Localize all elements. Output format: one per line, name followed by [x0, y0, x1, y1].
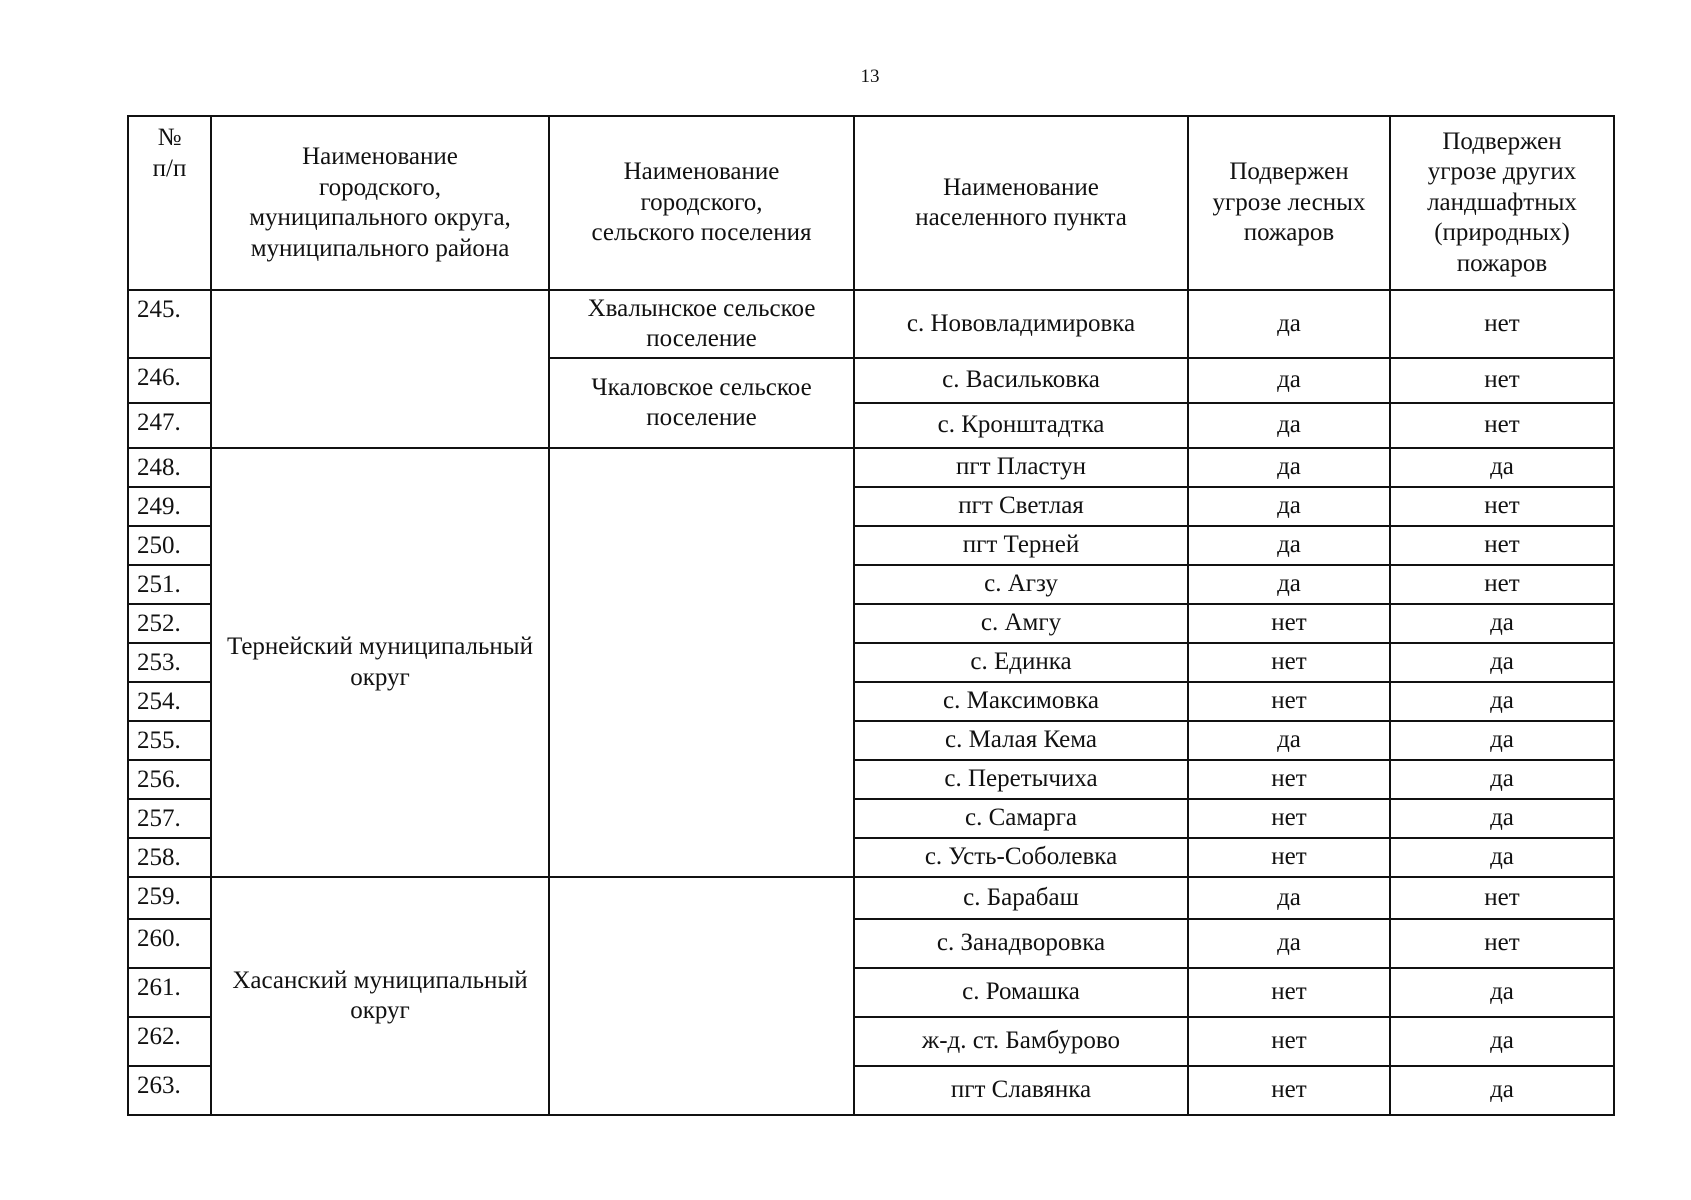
- locality-cell: с. Барабаш: [854, 877, 1188, 919]
- locality-cell: с. Малая Кема: [854, 721, 1188, 760]
- locality-cell: с. Агзу: [854, 565, 1188, 604]
- settlement-cell: Чкаловское сельское поселение: [549, 358, 854, 448]
- forest-threat-cell: нет: [1188, 799, 1390, 838]
- header-number: [128, 116, 211, 290]
- row-number: 257.: [128, 799, 211, 838]
- locality-cell: с. Перетычиха: [854, 760, 1188, 799]
- landscape-threat-cell: да: [1390, 968, 1614, 1017]
- landscape-threat-cell: да: [1390, 448, 1614, 487]
- forest-threat-cell: нет: [1188, 838, 1390, 877]
- locality-cell: пгт Светлая: [854, 487, 1188, 526]
- landscape-threat-cell: да: [1390, 1017, 1614, 1066]
- forest-threat-cell: нет: [1188, 1066, 1390, 1115]
- header-settlement-line: городского,: [640, 188, 763, 216]
- header-locality-line: населенного пункта: [915, 204, 1127, 231]
- settlement-cell: [549, 448, 854, 877]
- header-row: [128, 116, 1614, 290]
- forest-threat-cell: нет: [1188, 968, 1390, 1017]
- forest-threat-cell: нет: [1188, 604, 1390, 643]
- forest-threat-cell: да: [1188, 526, 1390, 565]
- landscape-threat-cell: нет: [1390, 919, 1614, 968]
- forest-threat-cell: нет: [1188, 1017, 1390, 1066]
- page-number: 13: [860, 66, 880, 87]
- header-forest-fire-threat: [1188, 116, 1390, 290]
- landscape-threat-cell: да: [1390, 643, 1614, 682]
- row-number: 250.: [128, 526, 211, 565]
- header-district-line: муниципального района: [250, 234, 510, 262]
- row-number: 261.: [128, 968, 211, 1017]
- forest-threat-cell: да: [1188, 721, 1390, 760]
- header-landscape-line: (природных): [1434, 219, 1570, 247]
- fire-threat-table: [127, 115, 1615, 1116]
- locality-cell: пгт Славянка: [854, 1066, 1188, 1115]
- header-district-line: муниципального округа,: [249, 204, 511, 231]
- district-cell: Хасанский муниципальный округ: [211, 877, 549, 1115]
- forest-threat-cell: да: [1188, 919, 1390, 968]
- locality-cell: с. Нововладимировка: [854, 290, 1188, 358]
- landscape-threat-cell: да: [1390, 682, 1614, 721]
- locality-cell: с. Самарга: [854, 799, 1188, 838]
- landscape-threat-cell: нет: [1390, 565, 1614, 604]
- forest-threat-cell: да: [1188, 448, 1390, 487]
- row-number: 254.: [128, 682, 211, 721]
- locality-cell: с. Занадворовка: [854, 919, 1188, 968]
- forest-threat-cell: да: [1188, 403, 1390, 448]
- locality-cell: с. Максимовка: [854, 682, 1188, 721]
- landscape-threat-cell: нет: [1390, 877, 1614, 919]
- district-cell: Тернейский муниципальный округ: [211, 448, 549, 877]
- header-number-line: №: [157, 124, 182, 151]
- landscape-threat-cell: да: [1390, 604, 1614, 643]
- header-forest-line: Подвержен: [1229, 158, 1349, 186]
- header-number-line: п/п: [152, 154, 187, 182]
- forest-threat-cell: нет: [1188, 643, 1390, 682]
- forest-threat-cell: нет: [1188, 682, 1390, 721]
- forest-threat-cell: нет: [1188, 760, 1390, 799]
- forest-threat-cell: да: [1188, 877, 1390, 919]
- header-landscape-line: пожаров: [1456, 249, 1548, 277]
- header-district-line: городского,: [319, 173, 441, 201]
- header-settlement-line: Наименование: [623, 158, 780, 186]
- row-number: 260.: [128, 919, 211, 968]
- locality-cell: с. Амгу: [854, 604, 1188, 643]
- locality-cell: пгт Пластун: [854, 448, 1188, 487]
- locality-cell: с. Кронштадтка: [854, 403, 1188, 448]
- landscape-threat-cell: да: [1390, 1066, 1614, 1115]
- settlement-cell: Хвалынское сельское поселение: [549, 290, 854, 358]
- locality-cell: с. Васильковка: [854, 358, 1188, 403]
- landscape-threat-cell: нет: [1390, 290, 1614, 358]
- header-landscape-line: ландшафтных: [1427, 188, 1577, 216]
- row-number: 253.: [128, 643, 211, 682]
- header-locality: [854, 116, 1188, 290]
- locality-cell: с. Ромашка: [854, 968, 1188, 1017]
- header-landscape-fire-threat: [1390, 116, 1614, 290]
- landscape-threat-cell: нет: [1390, 526, 1614, 565]
- row-number: 248.: [128, 448, 211, 487]
- header-landscape-line: угрозе других: [1427, 158, 1577, 186]
- header-forest-line: угрозе лесных: [1212, 188, 1366, 216]
- row-number: 263.: [128, 1066, 211, 1115]
- row-number: 252.: [128, 604, 211, 643]
- landscape-threat-cell: нет: [1390, 403, 1614, 448]
- forest-threat-cell: да: [1188, 565, 1390, 604]
- locality-cell: пгт Терней: [854, 526, 1188, 565]
- header-landscape-line: Подвержен: [1442, 127, 1562, 155]
- landscape-threat-cell: да: [1390, 721, 1614, 760]
- locality-cell: ж-д. ст. Бамбурово: [854, 1017, 1188, 1066]
- header-settlement-line: сельского поселения: [591, 219, 812, 247]
- forest-threat-cell: да: [1188, 358, 1390, 403]
- row-number: 258.: [128, 838, 211, 877]
- district-cell: [211, 290, 549, 448]
- landscape-threat-cell: да: [1390, 760, 1614, 799]
- row-number: 245.: [128, 290, 211, 358]
- row-number: 247.: [128, 403, 211, 448]
- row-number: 255.: [128, 721, 211, 760]
- forest-threat-cell: да: [1188, 487, 1390, 526]
- forest-threat-cell: да: [1188, 290, 1390, 358]
- table-row: [128, 877, 1614, 919]
- row-number: 259.: [128, 877, 211, 919]
- landscape-threat-cell: нет: [1390, 487, 1614, 526]
- header-forest-line: пожаров: [1243, 219, 1335, 247]
- table-row: [128, 290, 1614, 358]
- header-district-line: Наименование: [302, 143, 458, 170]
- header-settlement: [549, 116, 854, 290]
- row-number: 251.: [128, 565, 211, 604]
- row-number: 262.: [128, 1017, 211, 1066]
- row-number: 256.: [128, 760, 211, 799]
- row-number: 246.: [128, 358, 211, 403]
- landscape-threat-cell: нет: [1390, 358, 1614, 403]
- header-locality-line: Наименование: [943, 173, 1099, 201]
- locality-cell: с. Усть-Соболевка: [854, 838, 1188, 877]
- settlement-cell: [549, 877, 854, 1115]
- header-district: [211, 116, 549, 290]
- landscape-threat-cell: да: [1390, 838, 1614, 877]
- table-row: [128, 448, 1614, 487]
- landscape-threat-cell: да: [1390, 799, 1614, 838]
- locality-cell: с. Единка: [854, 643, 1188, 682]
- row-number: 249.: [128, 487, 211, 526]
